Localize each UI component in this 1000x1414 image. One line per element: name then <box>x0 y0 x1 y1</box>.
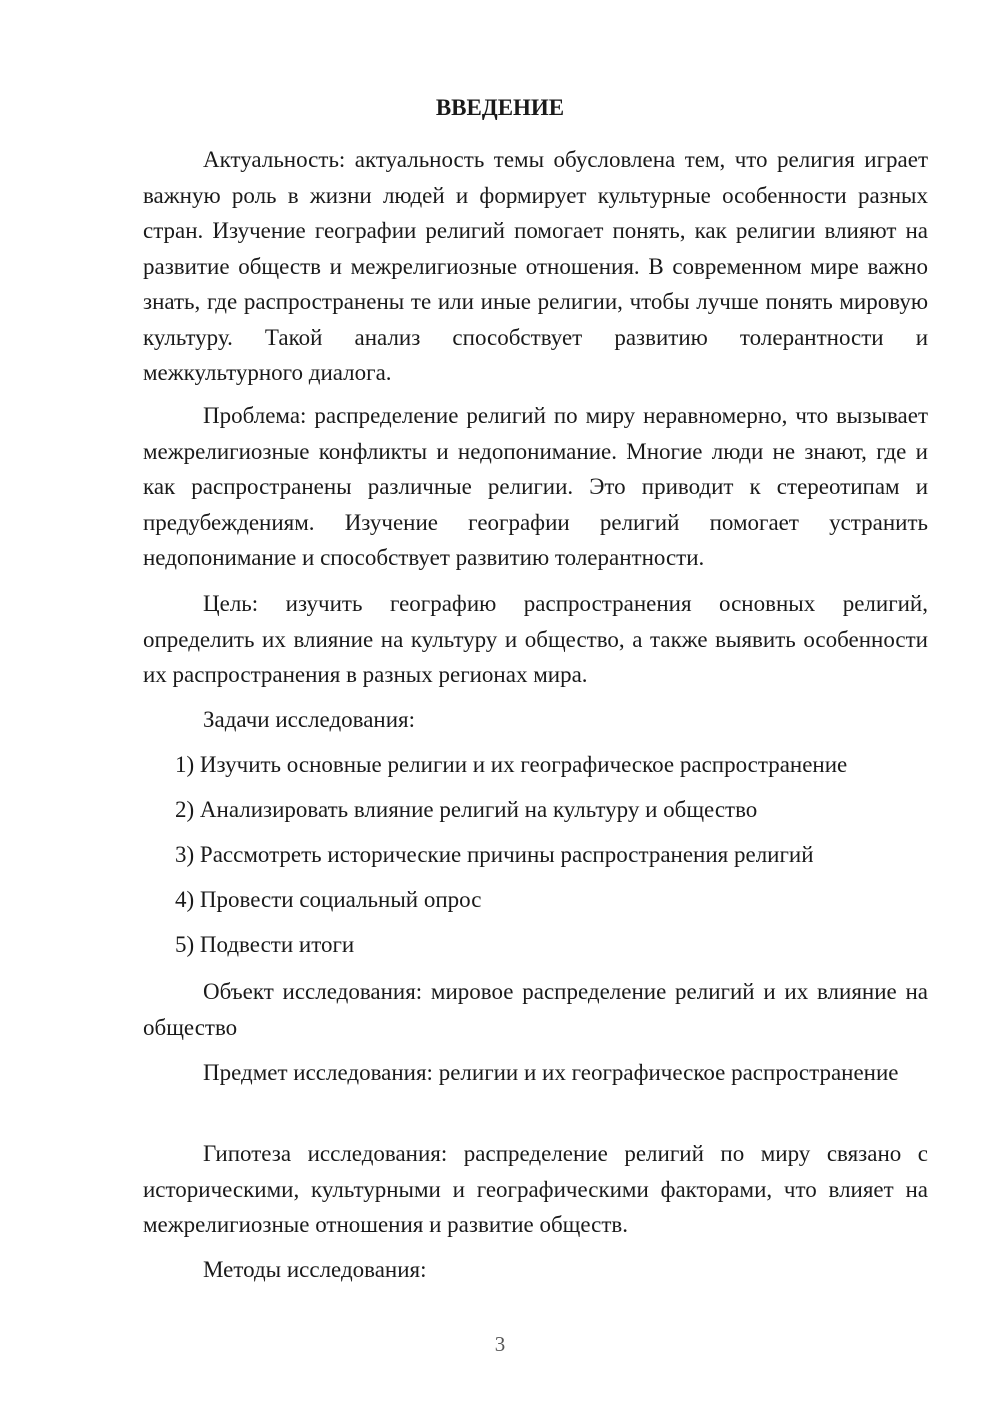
methods-heading: Методы исследования: <box>203 1257 427 1282</box>
list-item: 5) Подвести итоги <box>175 932 355 957</box>
page-number: 3 <box>494 1332 506 1356</box>
paragraph-goal: Цель: изучить географию распространения основных религий, определить их влияние на культуру и общество, а также выявить особенности их распространения в разных регионах мира. <box>143 591 928 687</box>
list-item: 2) Анализировать влияние религий на культуру и общество <box>175 797 758 822</box>
paragraph-object: Объект исследования: мировое распределение религий и их влияние на общество <box>143 979 928 1040</box>
list-item: 3) Рассмотреть исторические причины распространения религий <box>175 842 814 867</box>
page-title: ВВЕДЕНИЕ <box>435 95 565 120</box>
paragraph-problem: Проблема: распределение религий по миру неравномерно, что вызывает межрелигиозные конфликты и недопонимание. Многие люди не знают, где и как распространены различные религии. Это приводит к стереотипам и предубеждениям. Изучение географии религий помогает устранить недопонимание и способствует развитию толерантности. <box>143 403 928 570</box>
paragraph-hypothesis: Гипотеза исследования: распределение религий по миру связано с историческими, культурными и географическими факторами, что влияет на межрелигиозные отношения и развитие обществ. <box>143 1141 928 1237</box>
list-item: 4) Провести социальный опрос <box>175 887 482 912</box>
tasks-heading: Задачи исследования: <box>203 707 416 732</box>
paragraph-relevance: Актуальность: актуальность темы обусловлена тем, что религия играет важную роль в жизни людей и формирует культурные особенности разных стран. Изучение географии религий помогает понять, как религии влияют на развитие обществ и межрелигиозные отношения. В современном мире важно знать, где распространены те или иные религии, чтобы лучше понять мировую культуру. Такой анализ способствует развитию толерантности и межкультурного диалога. <box>143 147 928 385</box>
list-item: 1) Изучить основные религии и их географическое распространение <box>175 752 848 777</box>
paragraph-subject: Предмет исследования: религии и их географическое распространение <box>203 1060 899 1085</box>
